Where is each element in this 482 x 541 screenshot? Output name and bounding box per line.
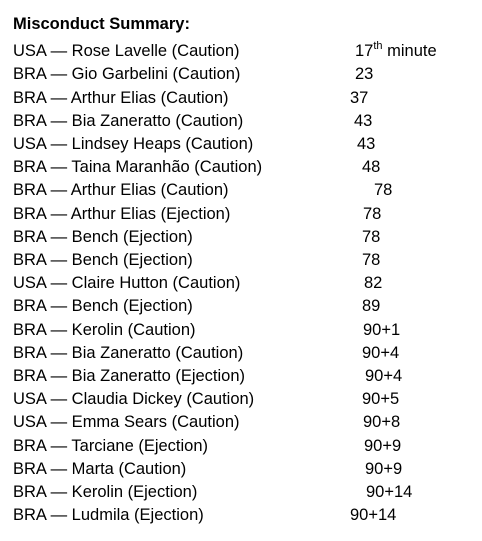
list-item-minute: 78 bbox=[362, 228, 381, 246]
list-item-minute: 90+5 bbox=[362, 390, 400, 408]
list-item-minute: 43 bbox=[357, 135, 376, 153]
list-item-minute: 90+1 bbox=[363, 321, 401, 339]
list-item-minute: 90+8 bbox=[363, 413, 401, 431]
list-item-minute: 90+4 bbox=[362, 344, 400, 362]
list-item-minute: 78 bbox=[362, 251, 381, 269]
list-item-minute: 23 bbox=[355, 65, 374, 83]
list-item-text: BRA — Gio Garbelini (Caution) bbox=[13, 65, 241, 83]
list-item-minute: 48 bbox=[362, 158, 381, 176]
list-item-text: BRA — Arthur Elias (Caution) bbox=[13, 89, 229, 107]
list-item-text: BRA — Ludmila (Ejection) bbox=[13, 506, 204, 524]
summary-title: Misconduct Summary: bbox=[13, 15, 190, 33]
list-item-minute: 90+14 bbox=[350, 506, 397, 524]
list-item-text: USA — Lindsey Heaps (Caution) bbox=[13, 135, 254, 153]
list-item-minute: 89 bbox=[362, 297, 381, 315]
list-item-text: BRA — Taina Maranhão (Caution) bbox=[13, 158, 263, 176]
list-item-text: USA — Claire Hutton (Caution) bbox=[13, 274, 241, 292]
list-item-text: BRA — Bench (Ejection) bbox=[13, 228, 193, 246]
list-item-text: BRA — Bench (Ejection) bbox=[13, 297, 193, 315]
list-item-text: BRA — Kerolin (Ejection) bbox=[13, 483, 198, 501]
list-item-minute: 90+9 bbox=[365, 460, 403, 478]
list-item-minute: 90+4 bbox=[365, 367, 403, 385]
list-item-text: USA — Emma Sears (Caution) bbox=[13, 413, 240, 431]
list-item-text: BRA — Kerolin (Caution) bbox=[13, 321, 196, 339]
list-item-minute: 90+9 bbox=[364, 437, 402, 455]
list-item-text: USA — Rose Lavelle (Caution) bbox=[13, 42, 240, 60]
list-item-text: BRA — Bench (Ejection) bbox=[13, 251, 193, 269]
list-item-minute: 43 bbox=[354, 112, 373, 130]
minute-word: minute bbox=[382, 42, 437, 60]
list-item-text: BRA — Arthur Elias (Ejection) bbox=[13, 205, 231, 223]
list-item-text: BRA — Bia Zaneratto (Ejection) bbox=[13, 367, 246, 385]
minute-number: 17 bbox=[355, 42, 374, 60]
list-item-text: USA — Claudia Dickey (Caution) bbox=[13, 390, 255, 408]
list-item-minute: 78 bbox=[374, 181, 393, 199]
list-item-text: BRA — Bia Zaneratto (Caution) bbox=[13, 112, 244, 130]
list-item-text: BRA — Bia Zaneratto (Caution) bbox=[13, 344, 244, 362]
list-item-text: BRA — Marta (Caution) bbox=[13, 460, 187, 478]
list-item-minute: 82 bbox=[364, 274, 383, 292]
list-item-minute bbox=[355, 41, 437, 61]
list-item-text: BRA — Arthur Elias (Caution) bbox=[13, 181, 229, 199]
list-item-text: BRA — Tarciane (Ejection) bbox=[13, 437, 209, 455]
list-item-minute: 78 bbox=[363, 205, 382, 223]
list-item-minute: 37 bbox=[350, 89, 369, 107]
list-item-minute: 90+14 bbox=[366, 483, 413, 501]
minute-suffix: th bbox=[373, 39, 383, 52]
